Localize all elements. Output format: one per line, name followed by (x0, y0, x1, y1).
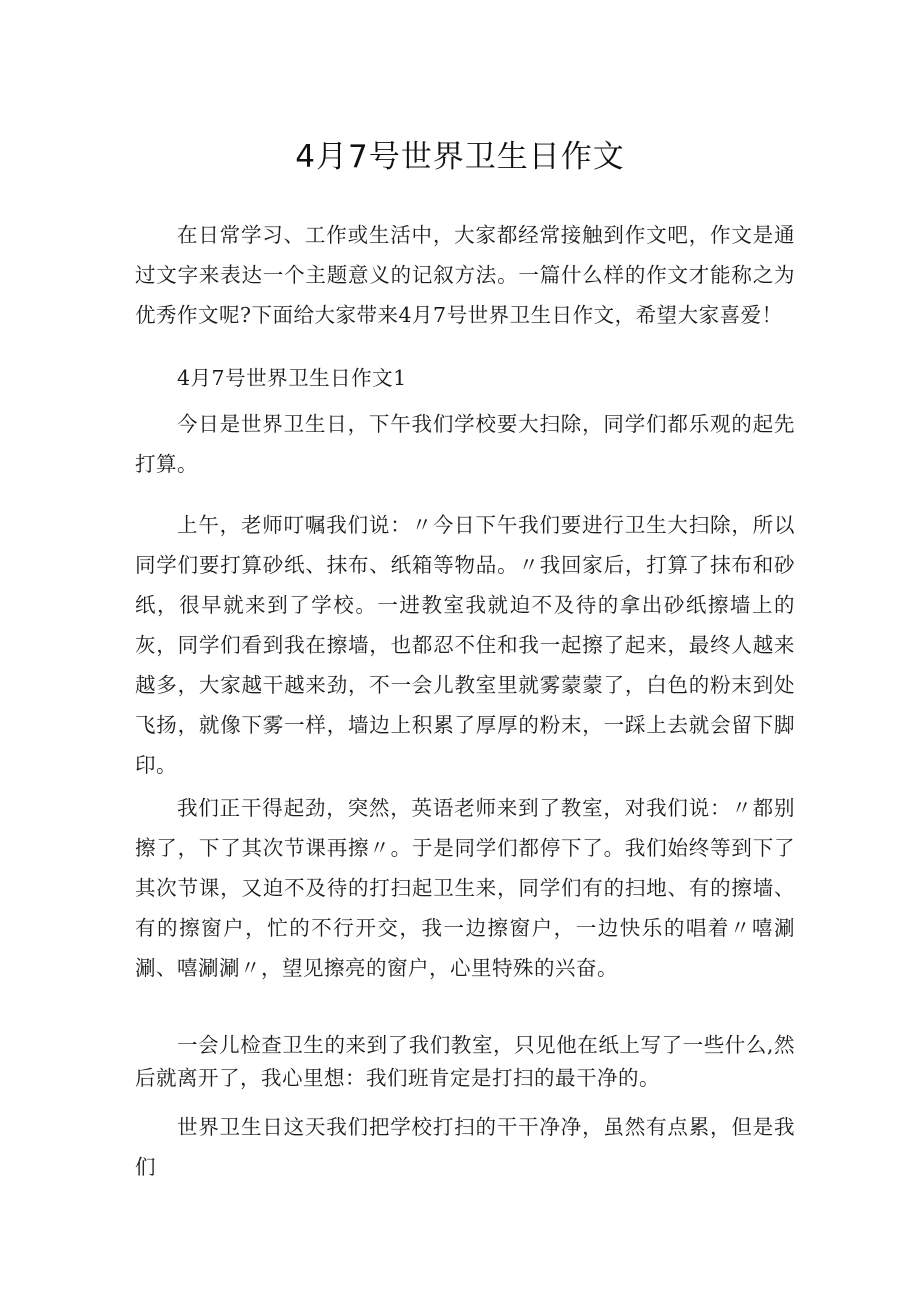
essay-heading: 4月7号世界卫生日作文1 (177, 366, 407, 390)
body-paragraph-2: 上午，老师叮嘱我们说：〃今日下午我们要进行卫生大扫除，所以同学们要打算砂纸、抹布、纸箱等物品。〃我回家后，打算了抹布和砂纸，很早就来到了学校。一进教室我就迫不及待的拿出砂纸擦墙上的灰，同学们看到我在擦墙，也都忍不住和我一起擦了起来，最终人越来越多，大家越干越来劲，不一会儿教室里就雾蒙蒙了，白色的粉末到处飞扬，就像下雾一样，墙边上积累了厚厚的粉末，一踩上去就会留下脚印。 (135, 513, 795, 777)
body-paragraph-1: 今日是世界卫生日，下午我们学校要大扫除，同学们都乐观的起先打算。 (135, 412, 795, 476)
intro-paragraph: 在日常学习、工作或生活中，大家都经常接触到作文吧，作文是通过文字来表达一个主题意义的记叙方法。一篇什么样的作文才能称之为优秀作文呢?下面给大家带来4月7号世界卫生日作文，希望大家喜爱！ (135, 223, 795, 327)
body-paragraph-4: 一会儿检查卫生的来到了我们教室，只见他在纸上写了一些什么,然后就离开了，我心里想：我们班肯定是打扫的最干净的。 (135, 1033, 795, 1090)
document-title: 4月7号世界卫生日作文 (295, 139, 625, 175)
body-paragraph-5: 世界卫生日这天我们把学校打扫的干干净净，虽然有点累，但是我们 (135, 1115, 795, 1179)
body-paragraph-3: 我们正干得起劲，突然，英语老师来到了教室，对我们说：〃都别擦了，下了其次节课再擦〃。于是同学们都停下了。我们始终等到下了其次节课，又迫不及待的打扫起卫生来，同学们有的扫地、有的擦墙、有的擦窗户，忙的不行开交，我一边擦窗户，一边快乐的唱着〃嘻涮涮、嘻涮涮〃，望见擦亮的窗户，心里特殊的兴奋。 (135, 796, 795, 980)
